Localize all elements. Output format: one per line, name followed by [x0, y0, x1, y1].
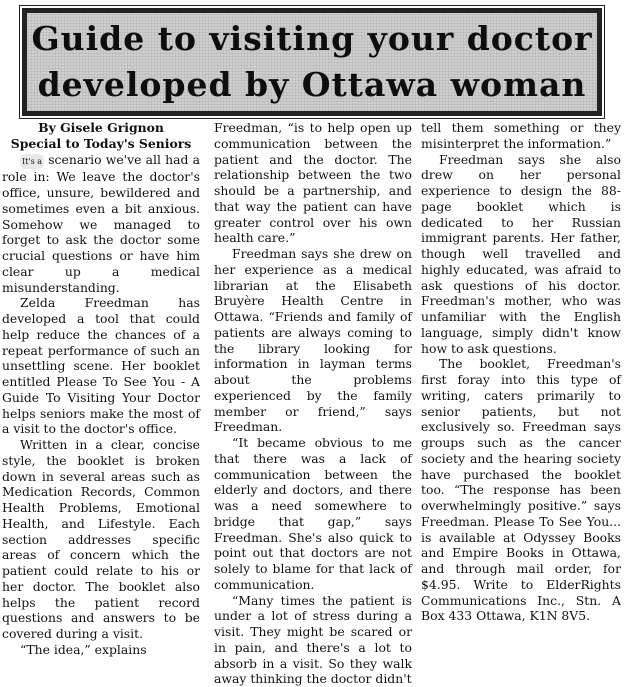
article-paragraph: “Many times the patient is under a lot of stress during a visit. They might be scared or in pain, and there's a lot to absorb in a visit. So they walk away thinking the doctor didn't — [214, 593, 412, 687]
lead-word: It's a — [20, 154, 44, 170]
headline-line-1: Guide to visiting your doctor — [31, 16, 592, 62]
article-column-2 — [214, 120, 412, 665]
paragraph-text: scenario we've all had a role in: We leave the doctor's office, unsure, bewildered and sometimes even a bit anxious. Somehow we managed to forget to ask the doctor some crucial questions or have him clear up a medical misunderstanding. — [2, 152, 200, 295]
article-paragraph: Freedman says she drew on her experience as a medical librarian at the Elisabeth Bruyère Health Centre in Ottawa. “Friends and family of patients are always coming to the library looking for information in layman terms about the problems experienced by the family member or friend,” says Freedman. — [214, 246, 412, 435]
article-paragraph: Freedman says she also drew on her personal experience to design the 88-page booklet which is dedicated to her Russian immigrant parents. Her father, though well travelled and highly educated, was afraid to ask questions of his doctor. Freedman's mother, who was unfamiliar with the English language, simply didn't know how to ask questions. — [421, 152, 621, 357]
article-column-3 — [421, 120, 621, 665]
article-paragraph: Zelda Freedman has developed a tool that could help reduce the chances of a repeat performance of such an unsettling scene. Her booklet entitled Please To See You - A Guide To Visiting Your Doctor helps seniors make the most of a visit to the doctor's office. — [2, 295, 200, 437]
byline-author: By Gisele Grignon — [2, 120, 200, 136]
article-paragraph: Written in a clear, concise style, the booklet is broken down in several areas such as Medication Records, Common Health Problems, Emotional Health, and Lifestyle. Each section addresses specific areas of concern which the patient could relate to his or her doctor. The booklet also helps the patient record questions and answers to be covered during a visit. — [2, 437, 200, 642]
article-paragraph — [2, 152, 200, 296]
byline-role: Special to Today's Seniors — [2, 136, 200, 152]
article-column-1 — [2, 120, 200, 665]
article-paragraph: “It became obvious to me that there was a lack of communication between the elderly and doctors, and there was a need somewhere to bridge that gap,” says Freedman. She's also quick to point out that doctors are not solely to blame for that lack of communication. — [214, 435, 412, 593]
article-paragraph: Freedman, “is to help open up communication between the patient and the doctor. The relationship between the two should be a partnership, and that way the patient can have greater control over his own health care.” — [214, 120, 412, 246]
headline-line-2: developed by Ottawa woman — [31, 62, 592, 108]
headline — [31, 16, 592, 108]
byline — [2, 120, 200, 152]
headline-box — [22, 8, 602, 116]
article-paragraph: The booklet, Freedman's first foray into this type of writing, caters primarily to senior patients, but not exclusively so. Freedman says groups such as the cancer society and the hearing society have purchased the booklet too. “The response has been overwhelmingly positive.” says Freedman. Please To See You... is available at Odyssey Books and Empire Books in Ottawa, and through mail order, for $4.95. Write to ElderRights Communications Inc., Stn. A Box 433 Ottawa, K1N 8V5. — [421, 356, 621, 624]
article-paragraph: tell them something or they misinterpret the information.” — [421, 120, 621, 152]
article-paragraph: “The idea,” explains — [2, 642, 200, 658]
